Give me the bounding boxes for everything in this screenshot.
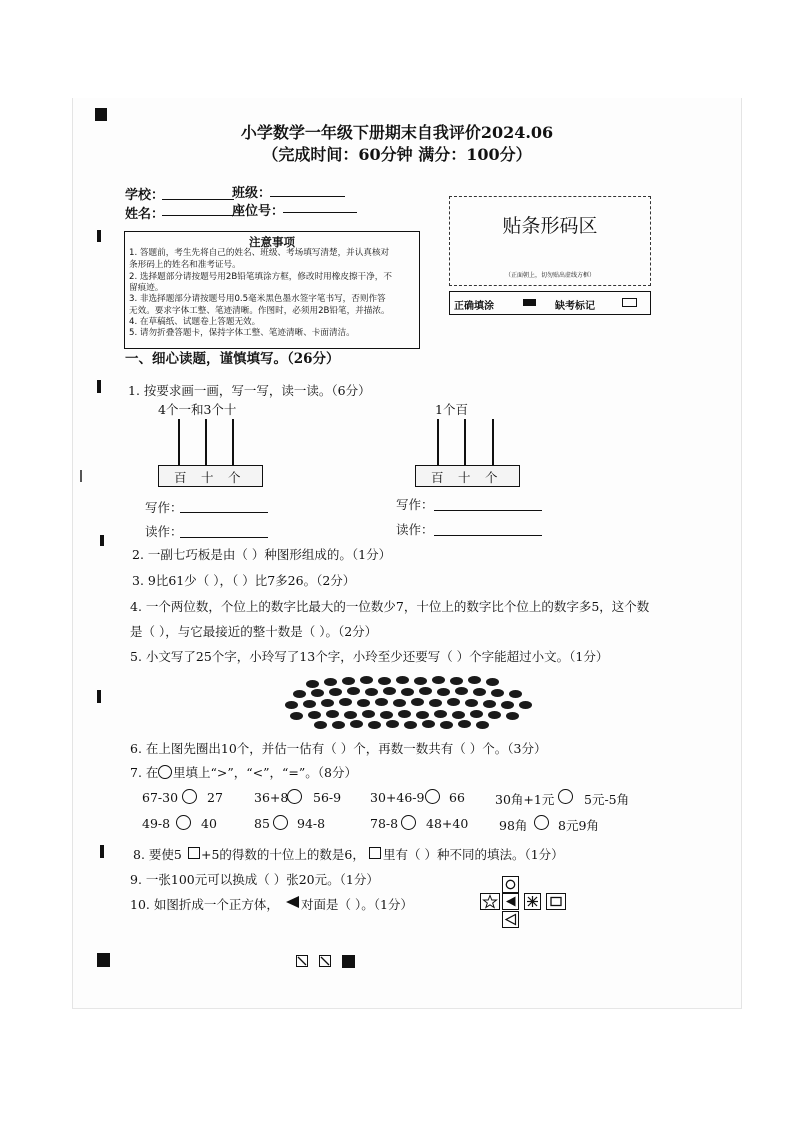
- notice-line: 留痕迹。: [129, 283, 164, 293]
- dot: [519, 701, 532, 709]
- dot: [414, 677, 427, 685]
- dot: [375, 698, 388, 706]
- dot: [357, 699, 370, 707]
- digit-square-icon: [188, 847, 200, 859]
- compare-left: 85: [254, 816, 270, 831]
- place-tens: 十: [201, 470, 214, 485]
- counting-frame-right[interactable]: [415, 465, 520, 487]
- dot: [393, 699, 406, 707]
- barcode-area[interactable]: [449, 196, 651, 286]
- dot: [324, 678, 337, 686]
- cube-face-circle-icon: [502, 876, 519, 893]
- dot: [362, 710, 375, 718]
- question-10-part-2: 对面是（ ）。（1分）: [301, 897, 413, 912]
- notice-line: 条形码上的姓名和准考证号。: [129, 260, 241, 270]
- compare-left: 36+8: [254, 790, 289, 805]
- filled-example-icon: [523, 299, 536, 306]
- dot: [347, 687, 360, 695]
- notice-line: 2. 选择题部分请按题号用2B铅笔填涂方框，修改时用橡皮擦干净，不: [129, 272, 392, 282]
- dot: [483, 700, 496, 708]
- cube-face-hollow-triangle-icon: [502, 911, 519, 928]
- dot: [422, 720, 435, 728]
- right-write-label: 写作：: [396, 497, 434, 512]
- cube-face-filled-triangle-icon: [502, 893, 519, 910]
- alignment-mark-left-1: [97, 230, 101, 242]
- dot: [342, 677, 355, 685]
- dot: [509, 690, 522, 698]
- question-7-prefix: 7. 在: [130, 765, 159, 780]
- dot: [285, 701, 298, 709]
- alignment-mark-left-3: [100, 535, 104, 546]
- slash-box-icon: [296, 955, 308, 967]
- alignment-mark-left-5: [100, 845, 104, 858]
- compare-circle-icon: [158, 765, 172, 779]
- dot: [416, 711, 429, 719]
- compare-right: 8元9角: [558, 818, 599, 833]
- notice-line: 无效。要求字体工整、笔迹清晰。作图时，必须用2B铅笔，并描浓。: [129, 306, 390, 316]
- place-hundreds: 百: [174, 470, 187, 485]
- compare-answer-circle[interactable]: [182, 789, 197, 804]
- dot: [404, 721, 417, 729]
- absent-checkbox-icon[interactable]: [622, 298, 637, 307]
- dot: [486, 678, 499, 686]
- dot: [452, 711, 465, 719]
- dot: [465, 699, 478, 707]
- question-8-part-2: +5的得数的十位上的数是6，: [201, 847, 365, 862]
- cube-face-square-icon: [546, 893, 566, 910]
- compare-left: 67-30: [142, 790, 179, 805]
- place-hundreds: 百: [431, 470, 444, 485]
- dot: [476, 721, 489, 729]
- question-8-part-3: 里有（ ）种不同的填法。（1分）: [383, 847, 564, 862]
- notice-line: 3. 非选择题部分请按题号用0.5毫米黑色墨水签字笔书写，否则作答: [129, 294, 386, 304]
- dot: [303, 700, 316, 708]
- dot: [365, 688, 378, 696]
- tens-rod: [205, 419, 207, 465]
- dot: [450, 677, 463, 685]
- question-8-part-1: 8. 要使5: [133, 847, 182, 862]
- dot: [293, 690, 306, 698]
- question-7-suffix: 里填上“>”，“<”，“=”。（8分）: [173, 765, 357, 780]
- compare-answer-circle[interactable]: [176, 815, 191, 830]
- right-read-label: 读作：: [396, 522, 434, 537]
- dot: [458, 720, 471, 728]
- compare-right: 27: [207, 790, 223, 805]
- dot: [411, 698, 424, 706]
- edge-tick: [80, 470, 82, 482]
- compare-left: 30角+1元: [495, 792, 555, 807]
- question-9-text: 9. 一张100元可以换成（ ）张20元。（1分）: [130, 872, 379, 887]
- place-ones: 个: [228, 470, 241, 485]
- dot: [447, 698, 460, 706]
- counting-frame-left[interactable]: [158, 465, 263, 487]
- dot: [396, 676, 409, 684]
- notice-title: 注意事项: [249, 235, 295, 249]
- ones-rod: [492, 419, 494, 465]
- compare-answer-circle[interactable]: [401, 815, 416, 830]
- dot: [378, 677, 391, 685]
- left-read-label: 读作：: [145, 524, 183, 539]
- dot: [326, 710, 339, 718]
- question-10-part-1: 10. 如图折成一个正方体，: [130, 897, 279, 912]
- dot: [339, 698, 352, 706]
- right-write-answer[interactable]: [434, 510, 542, 511]
- compare-right: 5元-5角: [584, 792, 630, 807]
- compare-left: 98角: [499, 818, 528, 833]
- left-write-label: 写作：: [145, 500, 183, 515]
- right-read-answer[interactable]: [434, 535, 542, 536]
- dot: [488, 711, 501, 719]
- left-write-answer[interactable]: [180, 512, 268, 513]
- alignment-mark-left-4: [97, 690, 101, 703]
- class-field[interactable]: [270, 196, 345, 197]
- dot: [308, 711, 321, 719]
- left-read-answer[interactable]: [180, 537, 268, 538]
- dot: [434, 710, 447, 718]
- dot: [332, 721, 345, 729]
- slash-box-icon: [319, 955, 331, 967]
- notice-line: 4. 在草稿纸、试题卷上答题无效。: [129, 317, 261, 327]
- dot: [380, 711, 393, 719]
- exam-title: 小学数学一年级下册期末自我评价2024.06: [240, 123, 554, 142]
- compare-right: 66: [449, 790, 465, 805]
- dot: [429, 699, 442, 707]
- digit-square-icon: [369, 847, 381, 859]
- dot: [468, 676, 481, 684]
- dot: [344, 711, 357, 719]
- hundreds-rod: [437, 419, 439, 465]
- absent-mark-label: 缺考标记: [555, 301, 595, 312]
- correct-fill-label: 正确填涂: [454, 301, 494, 312]
- compare-right: 94-8: [297, 816, 326, 831]
- dot: [437, 688, 450, 696]
- dot: [470, 710, 483, 718]
- dot: [314, 721, 327, 729]
- dot: [501, 701, 514, 709]
- question-4-line-1: 4. 一个两位数，个位上的数字比最大的一位数少7，十位上的数字比个位上的数字多5，这个数: [130, 599, 650, 614]
- compare-right: 56-9: [313, 790, 342, 805]
- dot: [290, 712, 303, 720]
- barcode-hint: （正面朝上，切勿贴出虚线方框）: [504, 272, 595, 279]
- dot: [368, 721, 381, 729]
- notice-line: 1. 答题前，考生先将自己的姓名、班级、考场填写清楚，并认真核对: [129, 248, 390, 258]
- left-triangle-icon: [285, 895, 300, 909]
- barcode-label: 贴条形码区: [502, 215, 598, 237]
- compare-answer-circle[interactable]: [558, 789, 573, 804]
- ones-rod: [232, 419, 234, 465]
- dot: [506, 712, 519, 720]
- compare-answer-circle[interactable]: [425, 789, 440, 804]
- compare-answer-circle[interactable]: [287, 789, 302, 804]
- alignment-mark-bottom-left: [97, 953, 110, 967]
- seat-label: 座位号：: [232, 204, 285, 219]
- dot: [329, 688, 342, 696]
- dot: [401, 688, 414, 696]
- filled-box-icon: [342, 955, 355, 968]
- q1-right-caption: 1个百: [435, 402, 468, 417]
- compare-left: 49-8: [142, 816, 171, 831]
- dot: [440, 721, 453, 729]
- name-label: 姓名：: [125, 207, 165, 222]
- compare-answer-circle[interactable]: [534, 815, 549, 830]
- compare-answer-circle[interactable]: [273, 815, 288, 830]
- dot: [386, 720, 399, 728]
- alignment-mark-left-2: [97, 380, 101, 393]
- dot: [360, 676, 373, 684]
- notice-line: 5. 请勿折叠答题卡，保持字体工整、笔迹清晰、卡面清洁。: [129, 328, 355, 338]
- compare-left: 78-8: [370, 816, 399, 831]
- dot: [473, 688, 486, 696]
- question-2-text: 2. 一副七巧板是由（ ）种图形组成的。（1分）: [132, 547, 392, 562]
- hundreds-rod: [178, 419, 180, 465]
- place-ones: 个: [485, 470, 498, 485]
- school-label: 学校：: [125, 188, 165, 203]
- dot: [350, 720, 363, 728]
- fill-legend: [449, 291, 651, 315]
- dot: [311, 689, 324, 697]
- question-5-text: 5. 小文写了25个字，小玲写了13个字，小玲至少还要写（ ）个字能超过小文。（1分）: [130, 649, 609, 664]
- question-3-text: 3. 9比61少（ ），（ ）比7多26。（2分）: [132, 573, 356, 588]
- name-field[interactable]: [162, 215, 234, 216]
- seat-field[interactable]: [283, 212, 357, 213]
- school-field[interactable]: [162, 199, 234, 200]
- class-label: 班级：: [232, 186, 272, 201]
- dot: [419, 687, 432, 695]
- dot: [398, 710, 411, 718]
- cube-face-asterisk-icon: [524, 893, 541, 910]
- question-6-text: 6. 在上图先圈出10个，并估一估有（ ）个，再数一数共有（ ）个。（3分）: [130, 741, 547, 756]
- place-tens: 十: [458, 470, 471, 485]
- dot: [455, 687, 468, 695]
- compare-right: 48+40: [426, 816, 469, 831]
- compare-left: 30+46-9: [370, 790, 425, 805]
- dot: [306, 680, 319, 688]
- q1-left-caption: 4个一和3个十: [158, 402, 237, 417]
- section-1-heading: 一、细心读题，谨慎填写。（26分）: [125, 351, 340, 367]
- tens-rod: [464, 419, 466, 465]
- question-4-line-2: 是（ ），与它最接近的整十数是（ ）。（2分）: [130, 624, 378, 639]
- dot: [383, 687, 396, 695]
- question-1-text: 1. 按要求画一画，写一写，读一读。（6分）: [128, 383, 371, 398]
- cube-face-star-icon: [480, 893, 500, 910]
- exam-subtitle: （完成时间：60分钟 满分：100分）: [262, 145, 532, 164]
- notice-box: [124, 231, 420, 349]
- dot: [491, 689, 504, 697]
- dot: [432, 676, 445, 684]
- compare-right: 40: [201, 816, 217, 831]
- dot: [321, 699, 334, 707]
